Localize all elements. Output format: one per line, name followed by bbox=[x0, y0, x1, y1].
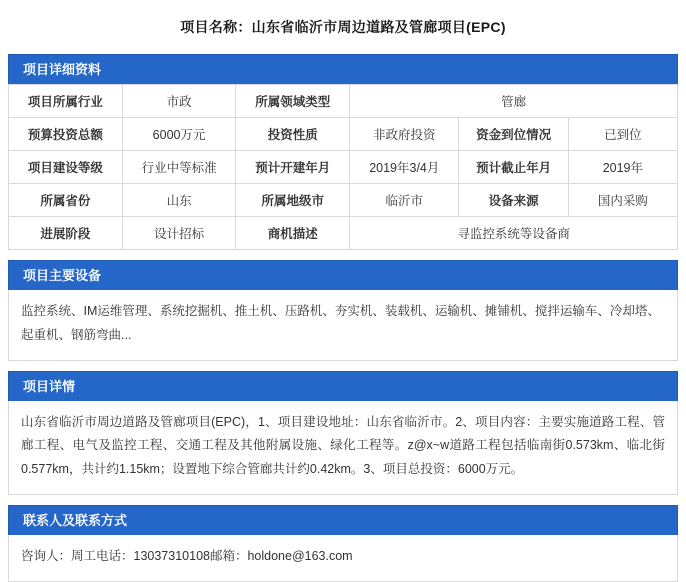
cell-value-start-date: 2019年3/4月 bbox=[350, 151, 459, 184]
table-row bbox=[9, 151, 678, 184]
section-header-contact: 联系人及联系方式 bbox=[8, 505, 678, 535]
main-equipment-text: 监控系统、IM运维管理、系统挖掘机、推土机、压路机、夯实机、装载机、运输机、摊铺机、搅拌运输车、冷却塔、起重机、钢筋弯曲... bbox=[8, 290, 678, 361]
contact-text: 咨询人：周工电话：13037310108邮箱：holdone@163.com bbox=[8, 535, 678, 582]
cell-value-industry: 市政 bbox=[122, 85, 236, 118]
cell-label-fund-status: 资金到位情况 bbox=[459, 118, 568, 151]
table-row bbox=[9, 184, 678, 217]
spacer bbox=[8, 495, 678, 505]
cell-value-end-date: 2019年 bbox=[568, 151, 677, 184]
cell-label-end-date: 预计截止年月 bbox=[459, 151, 568, 184]
cell-label-opportunity-desc: 商机描述 bbox=[236, 217, 350, 250]
cell-label-start-date: 预计开建年月 bbox=[236, 151, 350, 184]
cell-value-opportunity-desc: 寻监控系统等设备商 bbox=[350, 217, 678, 250]
cell-label-province: 所属省份 bbox=[9, 184, 123, 217]
cell-value-fund-status: 已到位 bbox=[568, 118, 677, 151]
project-info-table bbox=[8, 84, 678, 250]
cell-label-city: 所属地级市 bbox=[236, 184, 350, 217]
cell-label-invest-nature: 投资性质 bbox=[236, 118, 350, 151]
cell-value-city: 临沂市 bbox=[350, 184, 459, 217]
cell-value-progress-stage: 设计招标 bbox=[122, 217, 236, 250]
cell-label-build-grade: 项目建设等级 bbox=[9, 151, 123, 184]
section-header-project-detail: 项目详情 bbox=[8, 371, 678, 401]
cell-value-field-type: 管廊 bbox=[350, 85, 678, 118]
table-row bbox=[9, 217, 678, 250]
cell-value-province: 山东 bbox=[122, 184, 236, 217]
spacer bbox=[8, 361, 678, 371]
table-row bbox=[9, 118, 678, 151]
cell-label-field-type: 所属领域类型 bbox=[236, 85, 350, 118]
cell-label-equipment-source: 设备来源 bbox=[459, 184, 568, 217]
cell-label-industry: 项目所属行业 bbox=[9, 85, 123, 118]
table-row bbox=[9, 85, 678, 118]
project-detail-text: 山东省临沂市周边道路及管廊项目(EPC)，1、项目建设地址：山东省临沂市。2、项目内容：主要实施道路工程、管廊工程、电气及监控工程、交通工程及其他附属设施、绿化工程等。z@x~w道路工程包括临南街0.573km、临北街0.577km，共计约1.15km；设置地下综合管廊共计约0.42km。3、项目总投资：6000万元。 bbox=[8, 401, 678, 495]
cell-label-budget: 预算投资总额 bbox=[9, 118, 123, 151]
cell-value-build-grade: 行业中等标准 bbox=[122, 151, 236, 184]
section-header-main-equipment: 项目主要设备 bbox=[8, 260, 678, 290]
page-title: 项目名称：山东省临沂市周边道路及管廊项目(EPC) bbox=[180, 19, 506, 35]
spacer bbox=[8, 250, 678, 260]
cell-value-equipment-source: 国内采购 bbox=[568, 184, 677, 217]
cell-value-budget: 6000万元 bbox=[122, 118, 236, 151]
cell-label-progress-stage: 进展阶段 bbox=[9, 217, 123, 250]
section-header-detail-info: 项目详细资料 bbox=[8, 54, 678, 84]
cell-value-invest-nature: 非政府投资 bbox=[350, 118, 459, 151]
